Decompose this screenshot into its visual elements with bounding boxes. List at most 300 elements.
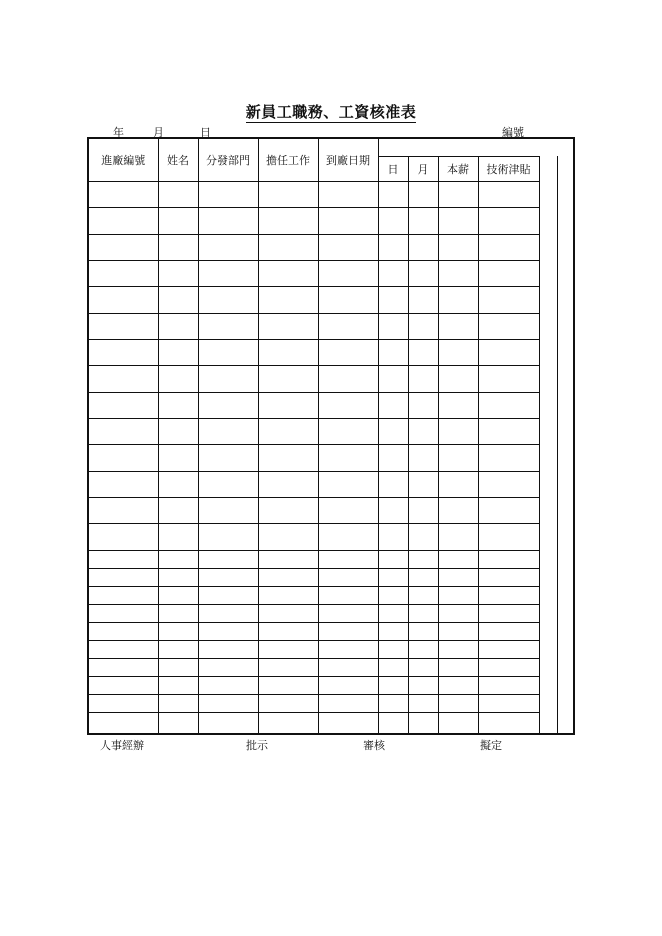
table-cell[interactable] <box>408 586 438 604</box>
table-cell[interactable] <box>198 658 258 676</box>
table-cell[interactable] <box>318 568 378 586</box>
table-cell[interactable] <box>158 550 198 568</box>
table-cell[interactable] <box>378 694 408 712</box>
table-cell[interactable] <box>198 207 258 234</box>
form-title: 新員工職務、工資核准表 <box>245 103 417 121</box>
table-cell[interactable] <box>198 313 258 339</box>
table-cell[interactable] <box>539 418 557 444</box>
table-cell[interactable] <box>378 418 408 444</box>
table-cell[interactable] <box>258 418 318 444</box>
approval-table <box>87 137 575 735</box>
table-cell[interactable] <box>478 365 539 392</box>
table-cell[interactable] <box>258 234 318 260</box>
table-cell[interactable] <box>88 181 158 207</box>
table-cell[interactable] <box>198 568 258 586</box>
table-cell[interactable] <box>88 712 158 734</box>
table-cell[interactable] <box>557 444 574 471</box>
table-cell[interactable] <box>408 658 438 676</box>
date-day-label: 日 <box>200 126 211 139</box>
table-cell[interactable] <box>378 392 408 418</box>
table-cell[interactable] <box>258 604 318 622</box>
table-cell[interactable] <box>158 676 198 694</box>
table-cell[interactable] <box>438 604 478 622</box>
table-cell[interactable] <box>378 207 408 234</box>
table-cell[interactable] <box>478 568 539 586</box>
table-cell[interactable] <box>438 523 478 550</box>
table-cell[interactable] <box>198 365 258 392</box>
table-cell[interactable] <box>408 694 438 712</box>
header-day: 日 <box>378 156 408 181</box>
table-cell[interactable] <box>438 712 478 734</box>
table-cell[interactable] <box>478 676 539 694</box>
table-cell[interactable] <box>378 181 408 207</box>
table-cell[interactable] <box>258 286 318 313</box>
table-cell[interactable] <box>557 640 574 658</box>
table-cell[interactable] <box>88 365 158 392</box>
table-cell[interactable] <box>88 234 158 260</box>
table-cell[interactable] <box>158 444 198 471</box>
table-cell[interactable] <box>408 392 438 418</box>
table-cell[interactable] <box>198 234 258 260</box>
table-cell[interactable] <box>539 471 557 497</box>
table-cell[interactable] <box>378 471 408 497</box>
table-cell[interactable] <box>258 640 318 658</box>
table-cell[interactable] <box>88 392 158 418</box>
footer-approval: 批示 <box>246 739 268 752</box>
table-cell[interactable] <box>258 444 318 471</box>
table-cell[interactable] <box>478 694 539 712</box>
table-cell[interactable] <box>438 181 478 207</box>
table-cell[interactable] <box>88 676 158 694</box>
table-cell[interactable] <box>88 586 158 604</box>
table-cell[interactable] <box>258 207 318 234</box>
table-cell[interactable] <box>557 676 574 694</box>
table-cell[interactable] <box>408 604 438 622</box>
table-cell[interactable] <box>378 234 408 260</box>
table-row <box>88 365 574 392</box>
table-cell[interactable] <box>258 694 318 712</box>
table-cell[interactable] <box>88 444 158 471</box>
table-cell[interactable] <box>88 313 158 339</box>
table-cell[interactable] <box>158 339 198 365</box>
table-cell[interactable] <box>378 676 408 694</box>
date-month-label: 月 <box>153 126 164 139</box>
table-cell[interactable] <box>378 568 408 586</box>
table-cell[interactable] <box>88 622 158 640</box>
table-cell[interactable] <box>88 339 158 365</box>
table-cell[interactable] <box>198 339 258 365</box>
table-cell[interactable] <box>258 497 318 523</box>
table-cell[interactable] <box>378 550 408 568</box>
table-cell[interactable] <box>198 712 258 734</box>
table-cell[interactable] <box>258 586 318 604</box>
table-cell[interactable] <box>478 207 539 234</box>
table-cell[interactable] <box>408 640 438 658</box>
table-cell[interactable] <box>557 550 574 568</box>
header-job-assignment: 擔任工作 <box>258 138 318 181</box>
table-row <box>88 181 574 207</box>
table-cell[interactable] <box>408 712 438 734</box>
table-row <box>88 676 574 694</box>
table-cell[interactable] <box>258 365 318 392</box>
table-cell[interactable] <box>198 640 258 658</box>
table-cell[interactable] <box>539 568 557 586</box>
table-cell[interactable] <box>408 444 438 471</box>
table-cell[interactable] <box>198 694 258 712</box>
table-cell[interactable] <box>539 523 557 550</box>
table-cell[interactable] <box>158 313 198 339</box>
table-cell[interactable] <box>88 694 158 712</box>
table-cell[interactable] <box>258 676 318 694</box>
table-cell[interactable] <box>88 568 158 586</box>
table-cell[interactable] <box>478 181 539 207</box>
table-cell[interactable] <box>438 658 478 676</box>
table-cell[interactable] <box>158 260 198 286</box>
table-cell[interactable] <box>478 392 539 418</box>
table-cell[interactable] <box>478 444 539 471</box>
table-cell[interactable] <box>408 418 438 444</box>
header-name: 姓名 <box>158 138 198 181</box>
table-cell[interactable] <box>88 658 158 676</box>
table-row <box>88 640 574 658</box>
table-cell[interactable] <box>438 622 478 640</box>
table-cell[interactable] <box>318 658 378 676</box>
table-cell[interactable] <box>539 622 557 640</box>
serial-number-label: 編號 <box>502 126 524 139</box>
table-cell[interactable] <box>408 497 438 523</box>
table-cell[interactable] <box>198 392 258 418</box>
table-cell[interactable] <box>88 471 158 497</box>
table-cell[interactable] <box>478 471 539 497</box>
table-cell[interactable] <box>158 640 198 658</box>
table-cell[interactable] <box>557 365 574 392</box>
table-cell[interactable] <box>539 676 557 694</box>
table-cell[interactable] <box>557 339 574 365</box>
table-cell[interactable] <box>408 207 438 234</box>
table-cell[interactable] <box>438 313 478 339</box>
table-cell[interactable] <box>557 694 574 712</box>
table-cell[interactable] <box>408 568 438 586</box>
table-cell[interactable] <box>88 497 158 523</box>
table-cell[interactable] <box>378 712 408 734</box>
table-cell[interactable] <box>258 550 318 568</box>
table-cell[interactable] <box>557 392 574 418</box>
table-row <box>88 658 574 676</box>
table-cell[interactable] <box>318 339 378 365</box>
table-cell[interactable] <box>438 586 478 604</box>
table-cell[interactable] <box>539 234 557 260</box>
table-cell[interactable] <box>408 234 438 260</box>
table-cell[interactable] <box>478 523 539 550</box>
table-cell[interactable] <box>318 181 378 207</box>
header-extra-2 <box>557 156 574 181</box>
table-cell[interactable] <box>557 622 574 640</box>
table-cell[interactable] <box>158 712 198 734</box>
table-cell[interactable] <box>408 260 438 286</box>
header-base-salary: 本薪 <box>438 156 478 181</box>
table-cell[interactable] <box>258 523 318 550</box>
table-cell[interactable] <box>318 676 378 694</box>
table-cell[interactable] <box>438 471 478 497</box>
table-cell[interactable] <box>318 604 378 622</box>
table-cell[interactable] <box>88 418 158 444</box>
table-cell[interactable] <box>88 523 158 550</box>
table-cell[interactable] <box>557 207 574 234</box>
table-row <box>88 234 574 260</box>
table-cell[interactable] <box>378 260 408 286</box>
table-row <box>88 694 574 712</box>
table-cell[interactable] <box>438 550 478 568</box>
table-cell[interactable] <box>557 523 574 550</box>
table-row <box>88 550 574 568</box>
table-cell[interactable] <box>408 339 438 365</box>
header-row-top <box>88 138 574 156</box>
table-row <box>88 604 574 622</box>
table-cell[interactable] <box>438 568 478 586</box>
table-cell[interactable] <box>438 234 478 260</box>
table-cell[interactable] <box>438 286 478 313</box>
table-cell[interactable] <box>557 568 574 586</box>
table-cell[interactable] <box>539 550 557 568</box>
table-cell[interactable] <box>539 207 557 234</box>
header-entry-number: 進廠編號 <box>88 138 158 181</box>
table-cell[interactable] <box>539 497 557 523</box>
table-cell[interactable] <box>158 365 198 392</box>
table-cell[interactable] <box>318 313 378 339</box>
table-cell[interactable] <box>318 260 378 286</box>
table-cell[interactable] <box>478 313 539 339</box>
table-cell[interactable] <box>198 181 258 207</box>
table-cell[interactable] <box>198 418 258 444</box>
table-cell[interactable] <box>318 471 378 497</box>
table-cell[interactable] <box>378 365 408 392</box>
table-cell[interactable] <box>88 640 158 658</box>
table-cell[interactable] <box>378 658 408 676</box>
table-cell[interactable] <box>378 339 408 365</box>
table-cell[interactable] <box>478 497 539 523</box>
table-cell[interactable] <box>88 550 158 568</box>
table-cell[interactable] <box>438 339 478 365</box>
table-cell[interactable] <box>198 586 258 604</box>
table-cell[interactable] <box>438 497 478 523</box>
table-cell[interactable] <box>438 694 478 712</box>
table-cell[interactable] <box>408 313 438 339</box>
table-cell[interactable] <box>318 523 378 550</box>
table-cell[interactable] <box>378 586 408 604</box>
table-cell[interactable] <box>198 497 258 523</box>
table-cell[interactable] <box>539 313 557 339</box>
table-cell[interactable] <box>158 418 198 444</box>
table-cell[interactable] <box>438 365 478 392</box>
table-cell[interactable] <box>198 260 258 286</box>
table-cell[interactable] <box>557 234 574 260</box>
table-cell[interactable] <box>539 181 557 207</box>
table-cell[interactable] <box>557 260 574 286</box>
table-cell[interactable] <box>198 676 258 694</box>
table-cell[interactable] <box>258 712 318 734</box>
table-cell[interactable] <box>198 471 258 497</box>
table-cell[interactable] <box>158 622 198 640</box>
table-cell[interactable] <box>539 640 557 658</box>
table-cell[interactable] <box>198 604 258 622</box>
table-cell[interactable] <box>198 286 258 313</box>
table-cell[interactable] <box>478 234 539 260</box>
table-cell[interactable] <box>318 207 378 234</box>
table-cell[interactable] <box>557 418 574 444</box>
table-cell[interactable] <box>438 392 478 418</box>
table-cell[interactable] <box>378 604 408 622</box>
table-cell[interactable] <box>378 497 408 523</box>
table-cell[interactable] <box>557 471 574 497</box>
table-cell[interactable] <box>158 658 198 676</box>
table-cell[interactable] <box>198 523 258 550</box>
table-cell[interactable] <box>378 523 408 550</box>
table-cell[interactable] <box>478 622 539 640</box>
table-cell[interactable] <box>539 586 557 604</box>
table-cell[interactable] <box>318 712 378 734</box>
table-cell[interactable] <box>318 694 378 712</box>
table-cell[interactable] <box>478 286 539 313</box>
header-arrival-date: 到廠日期 <box>318 138 378 181</box>
table-cell[interactable] <box>318 550 378 568</box>
table-cell[interactable] <box>158 207 198 234</box>
table-cell[interactable] <box>158 181 198 207</box>
table-cell[interactable] <box>158 286 198 313</box>
table-cell[interactable] <box>478 658 539 676</box>
table-cell[interactable] <box>539 444 557 471</box>
table-cell[interactable] <box>258 313 318 339</box>
table-cell[interactable] <box>539 339 557 365</box>
table-row <box>88 207 574 234</box>
table-cell[interactable] <box>478 604 539 622</box>
table-cell[interactable] <box>539 365 557 392</box>
table-cell[interactable] <box>478 640 539 658</box>
table-cell[interactable] <box>158 694 198 712</box>
table-cell[interactable] <box>158 497 198 523</box>
table-cell[interactable] <box>438 640 478 658</box>
table-cell[interactable] <box>539 260 557 286</box>
table-cell[interactable] <box>158 392 198 418</box>
footer-drafter: 擬定 <box>480 739 502 752</box>
table-cell[interactable] <box>438 444 478 471</box>
table-cell[interactable] <box>378 622 408 640</box>
table-cell[interactable] <box>318 444 378 471</box>
table-cell[interactable] <box>318 234 378 260</box>
table-cell[interactable] <box>258 392 318 418</box>
table-cell[interactable] <box>318 392 378 418</box>
table-cell[interactable] <box>318 286 378 313</box>
header-assigned-department: 分發部門 <box>198 138 258 181</box>
table-cell[interactable] <box>378 640 408 658</box>
table-cell[interactable] <box>88 286 158 313</box>
table-cell[interactable] <box>158 568 198 586</box>
table-cell[interactable] <box>557 497 574 523</box>
table-cell[interactable] <box>88 207 158 234</box>
table-cell[interactable] <box>408 286 438 313</box>
table-cell[interactable] <box>158 471 198 497</box>
table-row <box>88 392 574 418</box>
table-cell[interactable] <box>318 365 378 392</box>
table-cell[interactable] <box>539 712 557 734</box>
table-cell[interactable] <box>478 418 539 444</box>
table-cell[interactable] <box>258 260 318 286</box>
table-cell[interactable] <box>539 694 557 712</box>
table-cell[interactable] <box>318 497 378 523</box>
table-cell[interactable] <box>478 586 539 604</box>
table-cell[interactable] <box>378 313 408 339</box>
table-cell[interactable] <box>158 586 198 604</box>
table-cell[interactable] <box>557 712 574 734</box>
table-cell[interactable] <box>408 676 438 694</box>
table-cell[interactable] <box>258 471 318 497</box>
table-cell[interactable] <box>539 286 557 313</box>
table-cell[interactable] <box>438 676 478 694</box>
table-cell[interactable] <box>318 418 378 444</box>
table-cell[interactable] <box>318 622 378 640</box>
table-cell[interactable] <box>378 286 408 313</box>
table-cell[interactable] <box>408 365 438 392</box>
table-cell[interactable] <box>438 418 478 444</box>
table-cell[interactable] <box>478 339 539 365</box>
table-cell[interactable] <box>408 471 438 497</box>
table-cell[interactable] <box>408 181 438 207</box>
table-cell[interactable] <box>158 234 198 260</box>
table-cell[interactable] <box>438 260 478 286</box>
table-cell[interactable] <box>557 604 574 622</box>
header-upper-blank <box>378 138 574 156</box>
table-cell[interactable] <box>539 604 557 622</box>
footer-review: 審核 <box>363 739 385 752</box>
table-cell[interactable] <box>258 622 318 640</box>
table-cell[interactable] <box>557 658 574 676</box>
table-body <box>88 138 574 734</box>
table-cell[interactable] <box>539 392 557 418</box>
table-cell[interactable] <box>158 523 198 550</box>
table-cell[interactable] <box>557 586 574 604</box>
footer-hr-handler: 人事經辦 <box>100 739 144 752</box>
table-cell[interactable] <box>88 604 158 622</box>
table-cell[interactable] <box>438 207 478 234</box>
table-cell[interactable] <box>198 550 258 568</box>
table-cell[interactable] <box>478 712 539 734</box>
table-cell[interactable] <box>539 658 557 676</box>
table-cell[interactable] <box>158 604 198 622</box>
table-cell[interactable] <box>378 444 408 471</box>
table-row <box>88 622 574 640</box>
table-cell[interactable] <box>258 568 318 586</box>
table-cell[interactable] <box>258 658 318 676</box>
table-cell[interactable] <box>198 622 258 640</box>
table-row <box>88 418 574 444</box>
table-cell[interactable] <box>318 586 378 604</box>
table-cell[interactable] <box>198 444 258 471</box>
table-cell[interactable] <box>478 550 539 568</box>
header-extra-1 <box>539 156 557 181</box>
table-cell[interactable] <box>258 339 318 365</box>
table-row <box>88 339 574 365</box>
table-cell[interactable] <box>88 260 158 286</box>
table-cell[interactable] <box>557 313 574 339</box>
table-cell[interactable] <box>318 640 378 658</box>
table-cell[interactable] <box>408 622 438 640</box>
table-cell[interactable] <box>478 260 539 286</box>
table-cell[interactable] <box>258 181 318 207</box>
table-cell[interactable] <box>557 181 574 207</box>
table-cell[interactable] <box>408 523 438 550</box>
table-row <box>88 497 574 523</box>
table-cell[interactable] <box>557 286 574 313</box>
table-cell[interactable] <box>408 550 438 568</box>
